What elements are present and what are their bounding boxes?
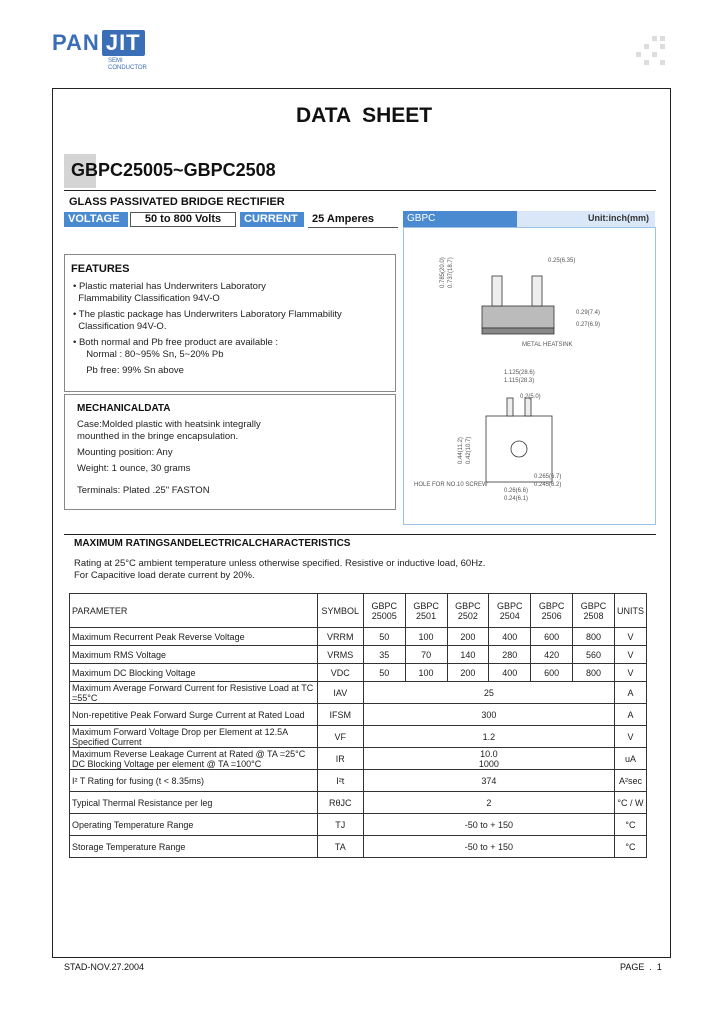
dim-2: 0.785(20.0)	[440, 257, 446, 288]
table-cell: °C	[614, 836, 646, 858]
table-cell: Maximum Reverse Leakage Current at Rated @ TA =25°C DC Blocking Voltage per element @ TA =100°C	[70, 748, 318, 770]
table-row	[70, 836, 647, 858]
table-cell: Maximum DC Blocking Voltage	[70, 664, 318, 682]
dim-15: 0.26(6.6)	[504, 488, 529, 494]
table-row	[70, 792, 647, 814]
table-cell: RθJC	[317, 792, 363, 814]
table-cell: 2	[363, 792, 614, 814]
package-outline-svg	[404, 228, 655, 524]
footer-page: PAGE . 1	[620, 962, 662, 972]
table-cell: A²sec	[614, 770, 646, 792]
current-label: CURRENT	[240, 212, 304, 227]
title-rule	[64, 190, 656, 191]
part-range: GBPC25005~GBPC2508	[71, 160, 276, 180]
mechanical-box	[64, 394, 396, 510]
voltage-label: VOLTAGE	[64, 212, 128, 227]
table-cell: Typical Thermal Resistance per leg	[70, 792, 318, 814]
feature-item: • Plastic material has Underwriters Laboratory	[73, 281, 266, 292]
doc-title: DATA SHEET	[296, 104, 433, 127]
table-cell: 280	[489, 646, 531, 664]
features-list	[73, 281, 342, 377]
table-header-cell: GBPC 2506	[531, 594, 573, 628]
table-cell: 374	[363, 770, 614, 792]
table-cell: Non-repetitive Peak Forward Surge Current at Rated Load	[70, 704, 318, 726]
brand-subtitle	[108, 58, 147, 72]
table-cell: 560	[573, 646, 615, 664]
table-header-row	[70, 594, 647, 628]
dim-14: 0.245(6.2)	[534, 482, 562, 488]
table-row	[70, 704, 647, 726]
voltage-value: 50 to 800 Volts	[130, 212, 236, 227]
table-cell: Maximum RMS Voltage	[70, 646, 318, 664]
brand-name-right: JIT	[102, 30, 145, 56]
table-row	[70, 748, 647, 770]
mech-case-1: Case:Molded plastic with heatsink integrally	[77, 419, 261, 430]
table-cell: TJ	[317, 814, 363, 836]
table-cell: 420	[531, 646, 573, 664]
table-header-cell: UNITS	[614, 594, 646, 628]
table-cell: 1.2	[363, 726, 614, 748]
table-cell: Storage Temperature Range	[70, 836, 318, 858]
table-row	[70, 770, 647, 792]
table-header-cell: GBPC 25005	[363, 594, 405, 628]
table-row	[70, 646, 647, 664]
table-row	[70, 664, 647, 682]
decor-pixel-icon	[636, 36, 670, 70]
dim-7: 1.125(28.6)	[504, 370, 535, 376]
table-cell: TA	[317, 836, 363, 858]
dim-10: 0.44(11.2)	[458, 437, 464, 464]
dim-6: METAL HEATSINK	[522, 342, 573, 348]
features-box	[64, 254, 396, 392]
package-label: GBPC	[403, 211, 517, 227]
dim-1: 0.25(6.35)	[548, 258, 576, 264]
table-row	[70, 682, 647, 704]
table-cell: A	[614, 704, 646, 726]
table-cell: 50	[363, 628, 405, 646]
table-row	[70, 628, 647, 646]
current-value: 25 Amperes	[308, 212, 398, 228]
table-cell: V	[614, 726, 646, 748]
mechanical-heading: MECHANICALDATA	[77, 403, 171, 414]
table-cell: 100	[405, 628, 447, 646]
mech-weight: Weight: 1 ounce, 30 grams	[77, 463, 191, 474]
table-cell: 25	[363, 682, 614, 704]
table-cell: 300	[363, 704, 614, 726]
table-cell: uA	[614, 748, 646, 770]
table-cell: IR	[317, 748, 363, 770]
table-cell: 600	[531, 664, 573, 682]
table-cell: 600	[531, 628, 573, 646]
table-cell: 400	[489, 664, 531, 682]
table-cell: V	[614, 646, 646, 664]
ratings-note-1: Rating at 25°C ambient temperature unless otherwise specified. Resistive or inductive load, 60Hz.	[74, 558, 486, 569]
dim-12: HOLE FOR NO.10 SCREW	[414, 482, 488, 488]
table-cell: 10.0 1000	[363, 748, 614, 770]
brand-logo	[52, 30, 145, 56]
package-bar	[403, 211, 655, 227]
table-cell: 800	[573, 628, 615, 646]
table-header-cell: GBPC 2501	[405, 594, 447, 628]
table-cell: Maximum Average Forward Current for Resistive Load at TC =55°C	[70, 682, 318, 704]
table-cell: 140	[447, 646, 489, 664]
dim-4: 0.29(7.4)	[576, 310, 601, 316]
feature-item: • Both normal and Pb free product are available :	[73, 337, 279, 348]
table-cell: V	[614, 664, 646, 682]
subtitle: GLASS PASSIVATED BRIDGE RECTIFIER	[69, 196, 285, 208]
mech-case-2: mounthed in the bringe encapsulation.	[77, 431, 239, 442]
table-header-cell: GBPC 2508	[573, 594, 615, 628]
table-cell: A	[614, 682, 646, 704]
table-row	[70, 814, 647, 836]
feature-item: Normal : 80~95% Sn, 5~20% Pb	[73, 349, 224, 360]
footer-date: STAD-NOV.27.2004	[64, 962, 145, 972]
mech-terminals: Terminals: Plated .25" FASTON	[77, 485, 210, 496]
mech-mounting: Mounting position: Any	[77, 447, 173, 458]
dim-5: 0.27(6.9)	[576, 322, 601, 328]
table-cell: Maximum Forward Voltage Drop per Element at 12.5A Specified Current	[70, 726, 318, 748]
table-cell: I²t	[317, 770, 363, 792]
dim-9: 0.2(5.0)	[520, 394, 541, 400]
dim-8: 1.115(28.3)	[504, 378, 535, 384]
table-cell: Maximum Recurrent Peak Reverse Voltage	[70, 628, 318, 646]
table-cell: V	[614, 628, 646, 646]
table-cell: 100	[405, 664, 447, 682]
dim-11: 0.42(10.7)	[466, 436, 472, 464]
table-cell: 70	[405, 646, 447, 664]
brand-sub2: CONDUCTOR	[108, 65, 147, 71]
ratings-note-2: For Capacitive load derate current by 20%.	[74, 570, 255, 581]
table-cell: 50	[363, 664, 405, 682]
dim-3: 0.737(18.7)	[448, 257, 454, 288]
ratings-heading: MAXIMUM RATINGSANDELECTRICALCHARACTERISTICS	[74, 538, 351, 549]
ratings-table	[69, 593, 647, 858]
dim-13: 0.265(6.7)	[534, 474, 562, 480]
dim-16: 0.24(6.1)	[504, 496, 529, 502]
table-cell: °C	[614, 814, 646, 836]
table-header-cell: SYMBOL	[317, 594, 363, 628]
table-cell: VDC	[317, 664, 363, 682]
table-cell: 200	[447, 628, 489, 646]
table-row	[70, 726, 647, 748]
table-cell: -50 to + 150	[363, 836, 614, 858]
table-cell: °C / W	[614, 792, 646, 814]
table-cell: 35	[363, 646, 405, 664]
table-cell: IFSM	[317, 704, 363, 726]
table-cell: IAV	[317, 682, 363, 704]
table-cell: -50 to + 150	[363, 814, 614, 836]
table-cell: Operating Temperature Range	[70, 814, 318, 836]
table-header-cell: PARAMETER	[70, 594, 318, 628]
package-unit: Unit:inch(mm)	[588, 213, 649, 223]
feature-item: Pb free: 99% Sn above	[73, 365, 184, 376]
table-cell: VRRM	[317, 628, 363, 646]
table-cell: 800	[573, 664, 615, 682]
feature-item: Classification 94V-O.	[73, 321, 167, 332]
table-cell: I² T Rating for fusing (t < 8.35ms)	[70, 770, 318, 792]
table-cell: 400	[489, 628, 531, 646]
table-header-cell: GBPC 2504	[489, 594, 531, 628]
table-cell: 200	[447, 664, 489, 682]
features-heading: FEATURES	[71, 263, 130, 275]
ratings-rule	[64, 534, 656, 535]
package-drawing	[403, 227, 656, 525]
table-header-cell: GBPC 2502	[447, 594, 489, 628]
feature-item: • The plastic package has Underwriters Laboratory Flammability	[73, 309, 342, 320]
brand-name-left: PAN	[52, 30, 100, 55]
table-cell: VF	[317, 726, 363, 748]
table-cell: VRMS	[317, 646, 363, 664]
brand-sub1: SEMI	[108, 58, 123, 64]
feature-item: Flammability Classification 94V-O	[73, 293, 220, 304]
